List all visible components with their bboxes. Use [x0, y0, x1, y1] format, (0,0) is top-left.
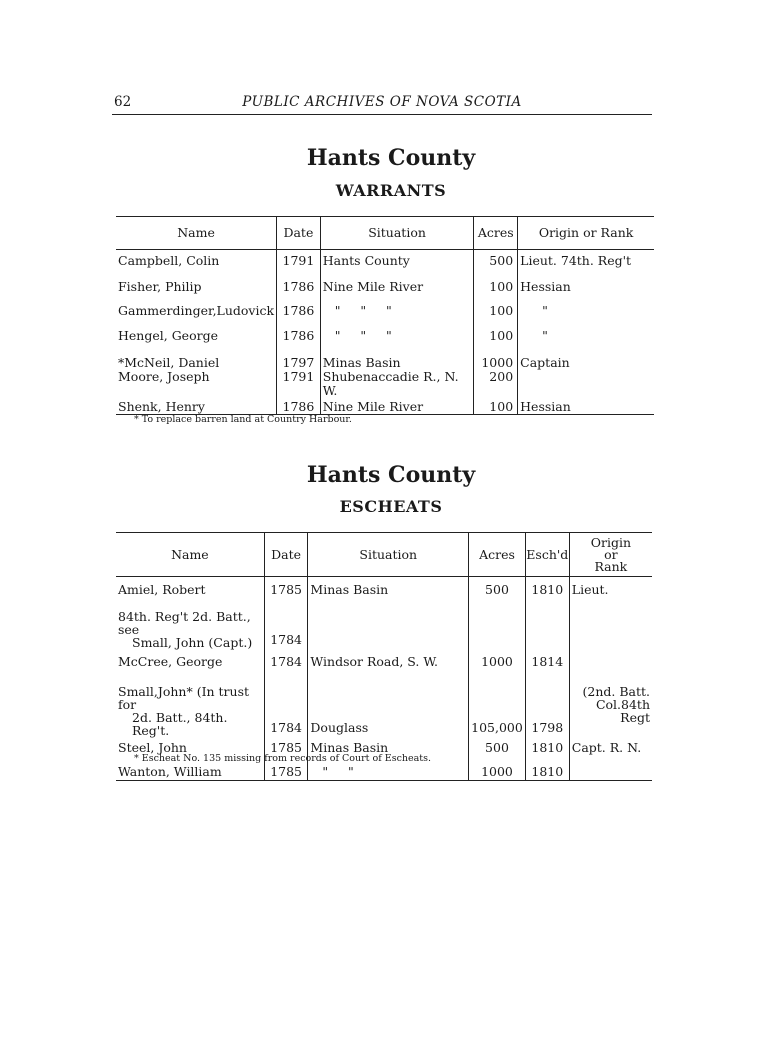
cell-date: 1784 — [264, 679, 308, 737]
table-row — [116, 250, 654, 276]
cell-eschd: 1814 — [525, 649, 569, 679]
column-header-name: Name — [116, 217, 277, 250]
table-row — [116, 325, 654, 350]
cell-acres — [469, 608, 526, 649]
cell-origin: Hessian — [518, 276, 654, 300]
cell-date: 1797 — [277, 350, 321, 370]
cell-situation-ditto: " " — [308, 761, 469, 781]
warrants-table — [116, 216, 654, 415]
cell-date: 1786 — [277, 398, 321, 415]
cell-origin: Captain — [518, 350, 654, 370]
cell-name: Amiel, Robert — [118, 582, 206, 597]
cell-origin: Hessian — [518, 398, 654, 415]
cell-origin: Capt. R. N. — [569, 737, 652, 761]
cell-origin — [569, 608, 652, 649]
cell-date: 1785 — [264, 737, 308, 761]
cell-origin-ditto: " — [518, 300, 654, 325]
column-header-origin — [569, 533, 652, 577]
cell-situation: Shubenaccadie R., N. W. — [320, 370, 474, 398]
cell-name — [116, 679, 264, 737]
cell-situation: Nine Mile River — [320, 398, 474, 415]
escheats-footnote: * Escheat No. 135 missing from records of Court of Escheats. — [134, 753, 432, 764]
cell-date: 1784 — [264, 649, 308, 679]
cell-origin — [518, 370, 654, 398]
cell-situation: Windsor Road, S. W. — [308, 649, 469, 679]
cell-acres: 100 — [474, 276, 518, 300]
cell-acres: 500 — [474, 250, 518, 276]
table-row — [116, 350, 654, 370]
cell-acres: 500 — [469, 577, 526, 608]
cell-acres: 100 — [474, 325, 518, 350]
origin-header-line: or — [604, 546, 618, 562]
cell-origin — [569, 761, 652, 781]
cell-name: Steel, John — [118, 739, 187, 755]
cell-situation — [308, 608, 469, 649]
cell-date: 1791 — [277, 370, 321, 398]
cell-date: 1786 — [277, 276, 321, 300]
cell-acres: 200 — [474, 370, 518, 398]
column-header-eschd: Esch'd — [525, 533, 569, 577]
cell-acres: 1000 — [469, 761, 526, 781]
warrants-title: Hants County — [306, 145, 476, 171]
cell-date: 1785 — [264, 577, 308, 608]
cell-situation: Hants County — [320, 250, 474, 276]
cell-origin-ditto: " — [518, 325, 654, 350]
cell-origin — [569, 649, 652, 679]
escheats-title: Hants County — [306, 462, 476, 488]
warrants-subtitle: WARRANTS — [335, 181, 447, 200]
cell-situation: Minas Basin — [308, 577, 469, 608]
table-row — [116, 649, 652, 679]
column-header-date: Date — [277, 217, 321, 250]
cell-date: 1791 — [277, 250, 321, 276]
cell-date: 1784 — [264, 608, 308, 649]
cell-acres: 100 — [474, 300, 518, 325]
column-header-name: Name — [116, 533, 264, 577]
escheats-table — [116, 532, 652, 781]
cell-name: Wanton, William — [116, 761, 264, 781]
cell-situation: Minas Basin — [320, 350, 474, 370]
table-row — [116, 679, 652, 737]
cell-origin — [569, 679, 652, 737]
cell-situation: Minas Basin — [308, 737, 469, 761]
cell-eschd: 1798 — [525, 679, 569, 737]
cell-date: 1786 — [277, 325, 321, 350]
cell-date: 1786 — [277, 300, 321, 325]
cell-acres: 105,000 — [469, 679, 526, 737]
cell-name: Hengel, George — [118, 327, 218, 343]
column-header-situation: Situation — [308, 533, 469, 577]
name-line: 84th. Reg't 2d. Batt., see — [118, 608, 251, 637]
column-header-acres: Acres — [474, 217, 518, 250]
escheats-header-row — [116, 533, 652, 577]
cell-acres: 1000 — [469, 649, 526, 679]
cell-name: Campbell, Colin — [118, 253, 220, 268]
name-line: 2d. Batt., 84th. Reg't. — [132, 709, 228, 738]
warrants-header-row — [116, 217, 654, 250]
table-row — [116, 577, 652, 608]
cell-name: *McNeil, Daniel — [118, 354, 220, 370]
table-row — [116, 370, 654, 398]
cell-eschd: 1810 — [525, 761, 569, 781]
escheats-subtitle: ESCHEATS — [339, 497, 443, 516]
cell-eschd: 1810 — [525, 577, 569, 608]
cell-eschd — [525, 608, 569, 649]
table-row — [116, 300, 654, 325]
warrants-footnote: * To replace barren land at Country Harbour. — [134, 414, 352, 425]
cell-situation: Nine Mile River — [320, 276, 474, 300]
column-header-date: Date — [264, 533, 308, 577]
cell-name: Moore, Joseph — [118, 368, 210, 384]
running-header — [112, 92, 652, 115]
cell-name: Fisher, Philip — [118, 278, 202, 294]
table-row — [116, 398, 654, 415]
cell-name: Gammerdinger,Ludovick — [118, 302, 275, 318]
cell-situation: Douglass — [308, 679, 469, 737]
cell-name — [116, 608, 264, 649]
cell-name: Shenk, Henry — [116, 398, 277, 415]
cell-origin: Lieut. — [569, 577, 652, 608]
origin-header-line: Rank — [594, 558, 628, 574]
cell-origin: Lieut. 74th. Reg't — [518, 250, 654, 276]
origin-line: (2nd. Batt. — [582, 683, 650, 699]
origin-header-line: Origin — [590, 534, 632, 550]
column-header-acres: Acres — [469, 533, 526, 577]
column-header-situation: Situation — [320, 217, 474, 250]
cell-acres: 500 — [469, 737, 526, 761]
cell-date: 1785 — [264, 761, 308, 781]
table-row — [116, 276, 654, 300]
cell-eschd: 1810 — [525, 737, 569, 761]
cell-acres: 1000 — [474, 350, 518, 370]
cell-situation-ditto: " " " — [320, 325, 474, 350]
cell-name: McCree, George — [118, 653, 223, 669]
cell-situation-ditto: " " " — [320, 300, 474, 325]
name-line: Small, John (Capt.) — [132, 634, 253, 650]
origin-line: Col.84th Regt — [595, 696, 650, 725]
page-number: 62 — [114, 94, 132, 110]
table-row — [116, 608, 652, 649]
running-title: PUBLIC ARCHIVES OF NOVA SCOTIA — [242, 94, 522, 110]
cell-acres: 100 — [474, 398, 518, 415]
column-header-origin: Origin or Rank — [518, 217, 654, 250]
name-line: Small,John* (In trust for — [118, 683, 250, 712]
